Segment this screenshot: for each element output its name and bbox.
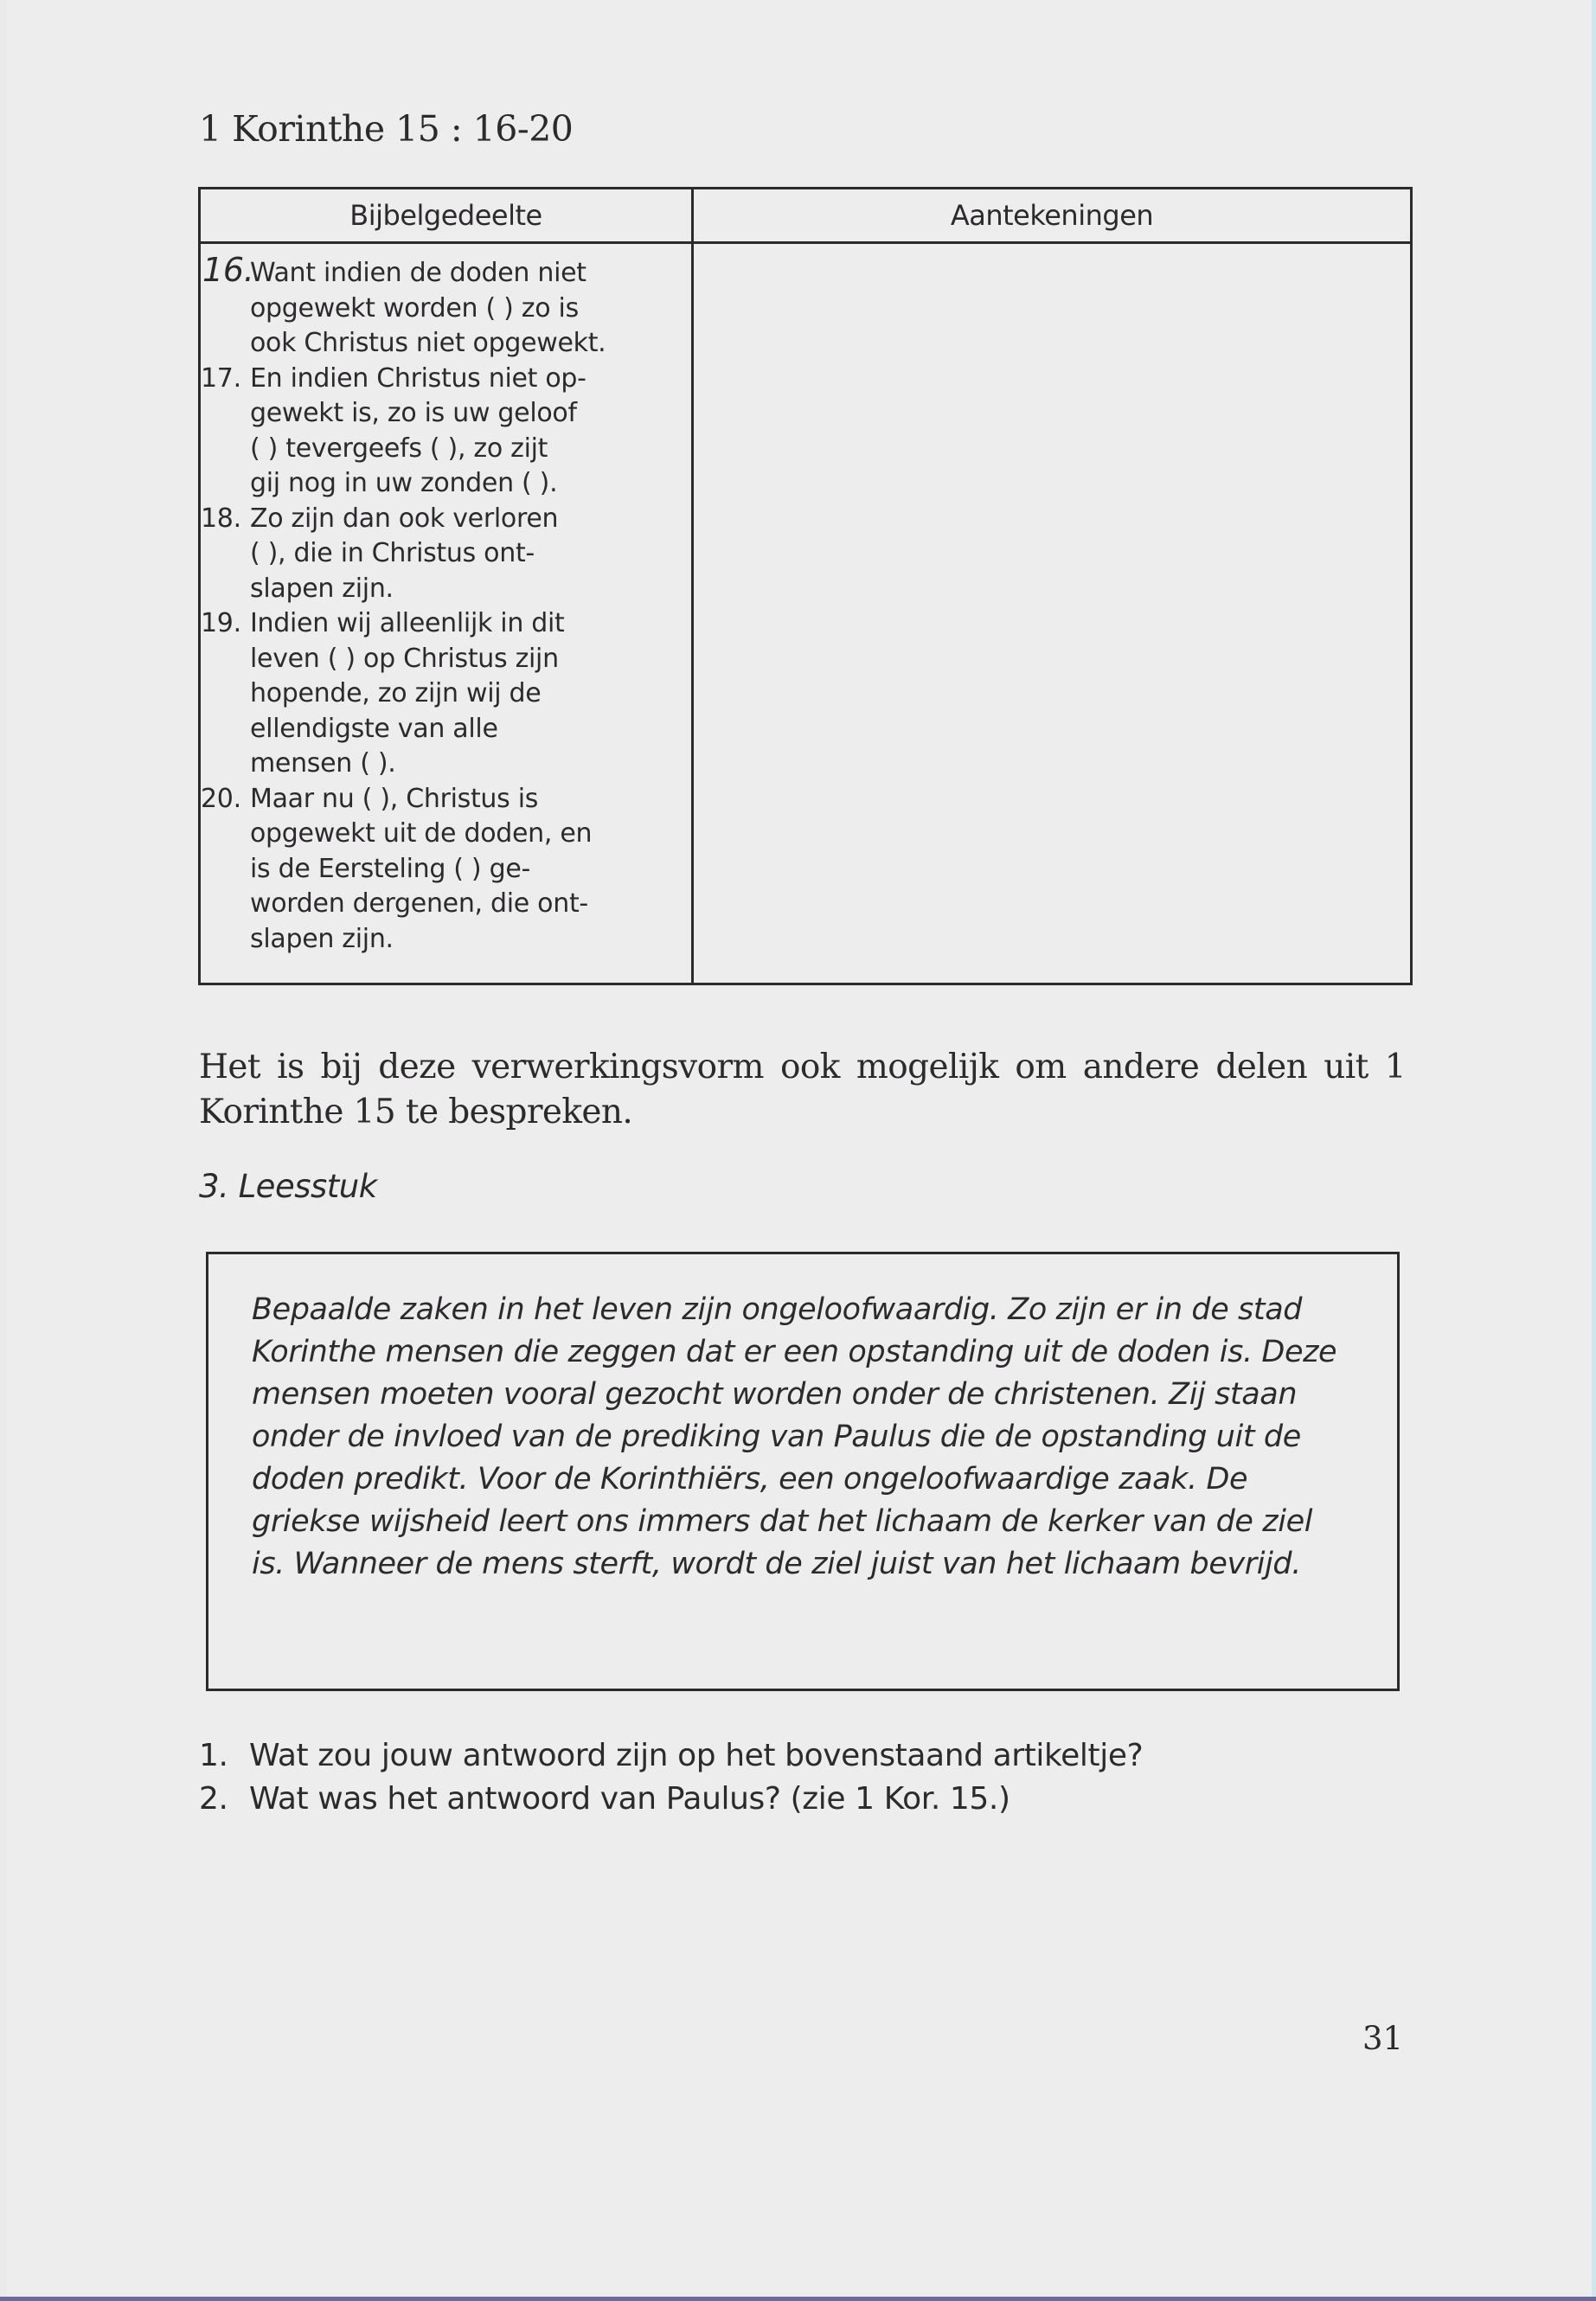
verse-line: slapen zijn.: [250, 573, 394, 604]
verse-line: ( ) tevergeefs ( ), zo zijt: [250, 433, 548, 464]
reading-text: Bepaalde zaken in het leven zijn ongeloofwaardig. Zo zijn er in de stad Korinthe mensen die zeggen dat er een opstanding uit de doden is. Deze mensen moeten vooral gezocht worden onder de christenen. Zij staan onder de invloed van de prediking van Paulus die de opstanding uit de doden predikt. Voor de Korinthiërs, een ongeloofwaardige zaak. De griekse wijsheid leert ons immers dat het lichaam de kerker van de ziel is. Wanneer de mens sterft, wordt de ziel juist van het lichaam bevrijd.: [252, 1292, 1337, 1581]
section-title: 3. Leesstuk: [199, 1168, 377, 1205]
question-text: Wat zou jouw antwoord zijn op het bovenstaand artikeltje?: [249, 1738, 1144, 1773]
verse-number: 16.: [202, 251, 254, 289]
verse-line: gewekt is, zo is uw geloof: [250, 398, 577, 428]
verse-line: opgewekt uit de doden, en: [250, 818, 593, 849]
verse-line: worden dergenen, die ont-: [250, 888, 588, 919]
page-edge-bottom: [0, 2297, 1596, 2301]
notes-cell: [693, 243, 1412, 984]
header-bijbelgedeelte: Bijbelgedeelte: [200, 189, 693, 243]
verse-line: Zo zijn dan ook verloren: [250, 503, 559, 534]
verse-line: leven ( ) op Christus zijn: [250, 643, 559, 674]
verse-line: Indien wij alleenlijk in dit: [250, 608, 565, 638]
verse-20: [201, 782, 691, 958]
question-list: [199, 1734, 1143, 1821]
question-item: [199, 1734, 1143, 1778]
verse-19: [201, 606, 691, 782]
verse-line: ook Christus niet opgewekt.: [250, 328, 606, 358]
verse-line: En indien Christus niet op-: [250, 362, 586, 394]
bible-table: [198, 187, 1413, 985]
verse-line: ( ), die in Christus ont-: [250, 538, 535, 568]
verse-number: 18.: [201, 503, 241, 534]
verse-line: opgewekt worden ( ) zo is: [250, 292, 579, 324]
page-edge-right: [1592, 0, 1596, 2301]
verses-cell: [200, 243, 693, 984]
verse-line: mensen ( ).: [250, 748, 396, 779]
question-number: 1.: [199, 1738, 228, 1773]
reading-box: [206, 1252, 1400, 1691]
question-text: Wat was het antwoord van Paulus? (zie 1 Kor. 15.): [249, 1781, 1010, 1817]
verse-17: [201, 362, 691, 502]
verse-line: gij nog in uw zonden ( ).: [250, 468, 558, 498]
verse-line: is de Eersteling ( ) ge-: [250, 853, 531, 884]
verse-line: Want indien de doden niet: [250, 258, 586, 288]
question-item: [199, 1778, 1143, 1821]
verse-line: ellendigste van alle: [250, 713, 498, 744]
verse-line: hopende, zo zijn wij de: [250, 678, 542, 708]
verse-number: 20.: [201, 783, 241, 814]
verse-line: Maar nu ( ), Christus is: [250, 783, 539, 814]
verse-number: 19.: [201, 608, 241, 638]
verse-number: 17.: [201, 362, 241, 394]
verse-line: slapen zijn.: [250, 923, 394, 954]
question-number: 2.: [199, 1781, 228, 1817]
body-paragraph: Het is bij deze verwerkingsvorm ook mogelijk om andere delen uit 1 Korinthe 15 te bespreken.: [199, 1048, 1406, 1131]
header-aantekeningen: Aantekeningen: [693, 189, 1412, 243]
page-heading: 1 Korinthe 15 : 16-20: [199, 108, 574, 150]
verse-16: [202, 251, 691, 362]
verse-18: [201, 502, 691, 607]
page-number: 31: [1362, 2020, 1404, 2057]
